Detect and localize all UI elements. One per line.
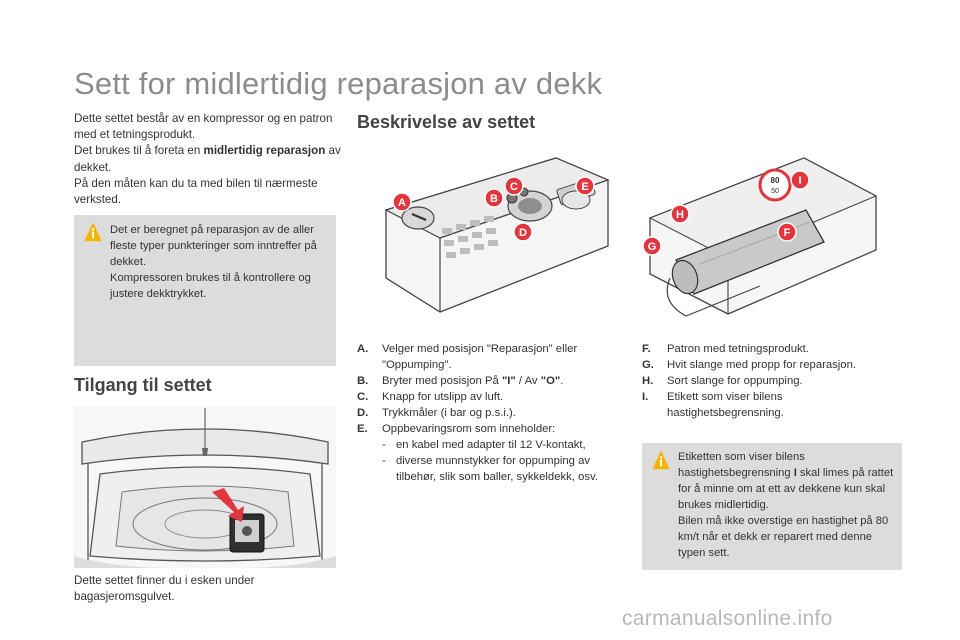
list-item-g-key: G.	[642, 359, 654, 371]
list-item-a-value: Velger med posisjon "Reparasjon" eller "Oppumping".	[382, 343, 578, 371]
list-item-f-key: F.	[642, 343, 651, 355]
callout-h	[671, 205, 689, 223]
component-list-right	[642, 341, 902, 421]
list-item-a-key: A.	[357, 343, 369, 355]
list-item-a	[357, 341, 622, 373]
list-item-i-key: I.	[642, 391, 649, 403]
info-box-speed-sticker	[642, 443, 902, 570]
callout-a	[393, 193, 411, 211]
svg-text:50: 50	[771, 188, 779, 195]
list-item-i-value: Etikett som viser bilens hastighetsbegrensning.	[667, 391, 784, 419]
info-box-coverage-text	[110, 222, 330, 302]
dash-1: -	[382, 439, 386, 451]
list-item-b-value	[382, 373, 622, 389]
info1-line-2: Kompressoren brukes til å kontrollere og justere dekktrykket.	[110, 272, 311, 300]
watermark-text: carmanualsonline.info	[622, 607, 833, 630]
list-item-h-value: Sort slange for oppumping.	[667, 375, 803, 387]
svg-text:H: H	[676, 209, 684, 221]
callout-i	[791, 171, 809, 189]
list-item-c	[357, 389, 622, 405]
intro-paragraph	[74, 111, 342, 208]
speed-limit-sticker	[760, 170, 790, 200]
info2-line-1-bold: I	[793, 467, 797, 479]
dash-2: -	[382, 455, 386, 467]
list-item-d-key: D.	[357, 407, 369, 419]
info2-line-2: Bilen må ikke overstige en hastighet på 80 km/t når et dekk er reparert med denne typen sett.	[678, 515, 889, 559]
list-item-h-key: H.	[642, 375, 654, 387]
callout-e	[576, 177, 594, 195]
callout-d	[514, 223, 532, 241]
list-item-b-pre: Bryter med posisjon På	[382, 375, 502, 387]
info-box-coverage	[74, 215, 336, 366]
list-item-d-value: Trykkmåler (i bar og p.s.i.).	[382, 407, 516, 419]
list-item-b-mid: / Av	[515, 375, 541, 387]
compressor-kit-illustration	[380, 150, 610, 316]
list-item-e-key: E.	[357, 423, 368, 435]
list-item-i	[642, 389, 902, 421]
info2-line-1-pre: Etiketten som viser bilens hastighetsbegrensning	[678, 451, 805, 479]
svg-text:D: D	[519, 227, 527, 239]
list-item-e-sub-2-text: diverse munnstykker for oppumping av tilbehør, slik som baller, sykkeldekk, osv.	[396, 455, 598, 483]
list-item-g	[642, 357, 902, 373]
intro-line-2-post: av dekket.	[74, 144, 341, 174]
svg-text:A: A	[398, 197, 406, 209]
info2-line-1	[678, 449, 900, 513]
svg-text:F: F	[783, 227, 791, 239]
svg-text:C: C	[510, 181, 518, 193]
list-item-d	[357, 405, 622, 421]
callout-c	[505, 177, 523, 195]
list-item-e-value: Oppbevaringsrom som inneholder:	[382, 423, 556, 435]
callout-g	[643, 237, 661, 255]
list-item-e-sub-2	[382, 453, 622, 485]
list-item-b-off: "O"	[540, 375, 561, 387]
list-item-b-post: .	[560, 375, 564, 387]
info-icon	[652, 451, 670, 471]
intro-line-1: Dette settet består av en kompressor og en patron med et tetningsprodukt.	[74, 112, 333, 142]
intro-line-2-bold: midlertidig reparasjon	[203, 144, 326, 158]
info-box-speed-sticker-text	[678, 449, 900, 561]
info-icon	[84, 223, 102, 243]
component-list-left	[357, 341, 622, 485]
svg-text:80: 80	[770, 176, 780, 185]
intro-line-3: På den måten kan du ta med bilen til nærmeste verksted.	[74, 176, 318, 207]
intro-line-2-pre: Det brukes til å foreta en	[74, 144, 204, 158]
list-item-c-value: Knapp for utslipp av luft.	[382, 391, 504, 403]
sealant-cartridge-illustration	[640, 152, 885, 320]
svg-text:B: B	[490, 193, 498, 205]
list-item-b	[357, 373, 622, 389]
list-item-e	[357, 421, 622, 437]
list-item-e-sub-1-text: en kabel med adapter til 12 V-kontakt,	[396, 439, 586, 451]
list-item-b-key: B.	[357, 375, 369, 387]
intro-line-2	[74, 143, 342, 175]
info1-line-1: Det er beregnet på reparasjon av de aller fleste typer punkteringer som inntreffer på dekket.	[110, 224, 317, 268]
svg-text:G: G	[647, 241, 657, 253]
svg-text:I: I	[798, 175, 802, 187]
page-title: Sett for midlertidig reparasjon av dekk	[74, 66, 603, 101]
list-item-c-key: C.	[357, 391, 369, 403]
trunk-caption: Dette settet finner du i esken under bagasjeromsgulvet.	[74, 574, 255, 604]
section-heading-beskrivelse: Beskrivelse av settet	[357, 112, 536, 132]
callout-b	[485, 189, 503, 207]
list-item-g-value: Hvit slange med propp for reparasjon.	[667, 359, 857, 371]
list-item-h	[642, 373, 902, 389]
callout-f	[778, 223, 796, 241]
trunk-illustration	[74, 406, 336, 568]
list-item-b-on: "I"	[501, 375, 516, 387]
section-heading-tilgang: Tilgang til settet	[74, 375, 212, 395]
info2-line-1-post: skal limes på rattet for å minne om at ett av dekkene kun skal brukes midlertidig.	[678, 467, 894, 511]
list-item-f	[642, 341, 902, 357]
list-item-f-value: Patron med tetningsprodukt.	[667, 343, 809, 355]
svg-text:E: E	[581, 181, 589, 193]
list-item-e-sub-1	[382, 437, 622, 453]
